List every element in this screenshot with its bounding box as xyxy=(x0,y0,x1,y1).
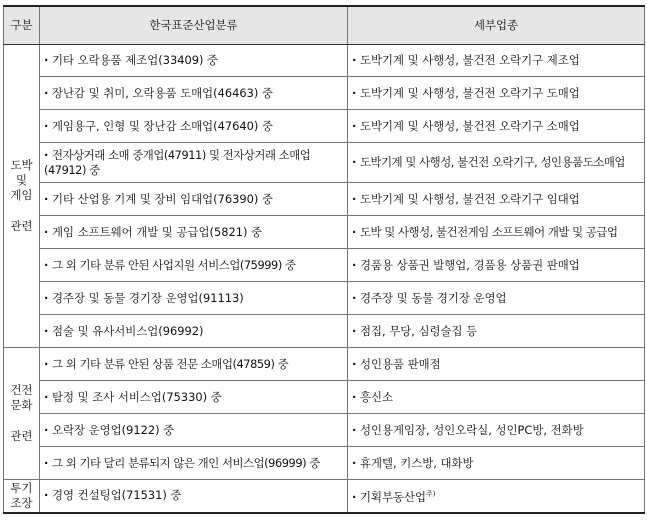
table-row xyxy=(4,348,645,381)
bullet-icon: · xyxy=(352,191,357,206)
header-detail: 세부업종 xyxy=(348,6,645,45)
ksic-text: 기타 오락용품 제조업(33409) 중 xyxy=(52,53,219,67)
category-line: 도박 xyxy=(10,158,33,172)
bullet-icon: · xyxy=(352,53,357,67)
category-line: 조장 xyxy=(10,495,33,510)
bullet-icon: · xyxy=(44,488,49,503)
ksic-cell xyxy=(40,480,348,513)
ksic-text: 그 외 기타 분류 안된 사업지원 서비스업(75999) 중 xyxy=(52,257,296,272)
detail-text: 도박기계 및 사행성, 불건전 오락기구 소매업 xyxy=(360,118,580,133)
detail-text: 흥신소 xyxy=(360,389,394,404)
detail-text: 도박기계 및 사행성, 불건전 오락기구 도매업 xyxy=(360,85,580,100)
detail-text: 도박기계 및 사행성, 불건전 오락기구 제조업 xyxy=(360,53,580,67)
category-line: 문화 xyxy=(10,398,33,412)
bullet-icon: · xyxy=(352,257,357,272)
detail-cell xyxy=(348,183,645,216)
table-row xyxy=(4,143,645,183)
classification-table xyxy=(3,5,645,514)
detail-cell xyxy=(348,315,645,348)
detail-cell xyxy=(348,282,645,315)
table-row xyxy=(4,77,645,110)
ksic-cell xyxy=(40,447,348,480)
detail-cell xyxy=(348,381,645,414)
detail-text: 도박기계 및 사행성, 불건전 오락기구, 성인용품도소매업 xyxy=(360,155,625,169)
bullet-icon: · xyxy=(352,356,357,371)
detail-cell xyxy=(348,348,645,381)
header-category: 구분 xyxy=(4,6,40,45)
detail-text: 점집, 무당, 심령술집 등 xyxy=(360,323,478,338)
bullet-icon: · xyxy=(44,257,48,272)
bullet-icon: · xyxy=(44,147,48,162)
table-row xyxy=(4,315,645,348)
ksic-text: 경주장 및 동물 경기장 운영업(91113) xyxy=(52,290,244,305)
detail-cell xyxy=(348,110,645,143)
ksic-cell xyxy=(40,216,348,249)
detail-text: 성인용게임장, 성인오락실, 성인PC방, 전화방 xyxy=(360,422,584,437)
ksic-cell xyxy=(40,77,348,110)
detail-text: 경주장 및 동물 경기장 운영업 xyxy=(360,290,507,305)
detail-cell xyxy=(348,249,645,282)
bullet-icon: · xyxy=(352,290,357,305)
category-line: 관련 xyxy=(10,219,33,233)
ksic-text: 게임 소프트웨어 개발 및 공급업(5821) 중 xyxy=(52,224,263,239)
bullet-icon: · xyxy=(352,155,356,169)
table-row xyxy=(4,249,645,282)
bullet-icon: · xyxy=(352,323,357,338)
bullet-icon: · xyxy=(352,85,357,100)
table-row xyxy=(4,45,645,77)
table-row xyxy=(4,216,645,249)
ksic-cell xyxy=(40,381,348,414)
ksic-text: 전자상거래 소매 중개업(47911) 및 전자상거래 소매업(47912) 중 xyxy=(44,147,311,177)
ksic-text: 탐정 및 조사 서비스업(75330) 중 xyxy=(52,389,222,404)
category-line: 관련 xyxy=(10,429,33,443)
ksic-text: 게임용구, 인형 및 장난감 소매업(47640) 중 xyxy=(52,118,273,133)
detail-text: 경품용 상품권 발행업, 경품용 상품권 판매업 xyxy=(360,257,580,272)
bullet-icon: · xyxy=(44,53,49,67)
category-sound-culture xyxy=(4,348,40,480)
detail-text: 기획부동산업 xyxy=(360,489,427,504)
ksic-text: 그 외 기타 분류 안된 상품 전문 소매업(47859) 중 xyxy=(52,356,289,371)
ksic-cell xyxy=(40,143,348,183)
header-ksic: 한국표준산업분류 xyxy=(40,6,348,45)
bullet-icon: · xyxy=(352,224,356,239)
bullet-icon: · xyxy=(44,85,49,100)
bullet-icon: · xyxy=(44,422,49,437)
bullet-icon: · xyxy=(352,422,357,437)
detail-cell xyxy=(348,143,645,183)
table-row xyxy=(4,282,645,315)
bullet-icon: · xyxy=(352,489,357,504)
bullet-icon: · xyxy=(44,356,48,371)
table-row xyxy=(4,183,645,216)
ksic-cell xyxy=(40,249,348,282)
bullet-icon: · xyxy=(44,118,49,133)
detail-cell xyxy=(348,480,645,513)
table-row xyxy=(4,381,645,414)
table-row xyxy=(4,480,645,513)
bullet-icon: · xyxy=(44,191,49,206)
ksic-cell xyxy=(40,315,348,348)
bullet-icon: · xyxy=(44,224,49,239)
ksic-cell xyxy=(40,183,348,216)
footnote-mark: 주) xyxy=(426,489,436,498)
detail-cell xyxy=(348,45,645,77)
detail-text: 휴게텔, 키스방, 대화방 xyxy=(360,455,474,470)
ksic-cell xyxy=(40,414,348,447)
detail-cell xyxy=(348,447,645,480)
detail-text: 성인용품 판매점 xyxy=(360,356,441,371)
detail-cell xyxy=(348,216,645,249)
detail-text: 도박기계 및 사행성, 불건전 오락기구 임대업 xyxy=(360,191,580,206)
detail-cell xyxy=(348,414,645,447)
table-row xyxy=(4,414,645,447)
ksic-cell xyxy=(40,45,348,77)
bullet-icon: · xyxy=(352,455,357,470)
bullet-icon: · xyxy=(44,455,48,470)
ksic-text: 점술 및 유사서비스업(96992) xyxy=(52,323,204,338)
category-line: 건전 xyxy=(10,383,33,397)
ksic-cell xyxy=(40,110,348,143)
table-row xyxy=(4,447,645,480)
header-row xyxy=(4,6,645,45)
ksic-text: 기타 산업용 기계 및 장비 임대업(76390) 중 xyxy=(52,191,273,206)
category-line: 및 xyxy=(15,173,27,187)
bullet-icon: · xyxy=(352,389,357,404)
bullet-icon: · xyxy=(44,323,49,338)
ksic-text: 경영 컨설팅업(71531) 중 xyxy=(52,488,182,503)
ksic-cell xyxy=(40,282,348,315)
category-line: 투기 xyxy=(10,480,33,495)
ksic-text: 그 외 기타 달리 분류되지 않은 개인 서비스업(96999) 중 xyxy=(52,455,320,470)
bullet-icon: · xyxy=(352,118,357,133)
category-line: 게임 xyxy=(10,188,33,202)
category-gambling-game xyxy=(4,45,40,348)
category-speculation xyxy=(4,480,40,513)
table-row xyxy=(4,110,645,143)
detail-text: 도박 및 사행성, 불건전게임 소프트웨어 개발 및 공급업 xyxy=(360,224,618,239)
ksic-text: 장난감 및 취미, 오락용품 도매업(46463) 중 xyxy=(52,85,273,100)
detail-cell xyxy=(348,77,645,110)
bullet-icon: · xyxy=(44,389,49,404)
ksic-cell xyxy=(40,348,348,381)
ksic-text: 오락장 운영업(9122) 중 xyxy=(52,422,175,437)
bullet-icon: · xyxy=(44,290,49,305)
